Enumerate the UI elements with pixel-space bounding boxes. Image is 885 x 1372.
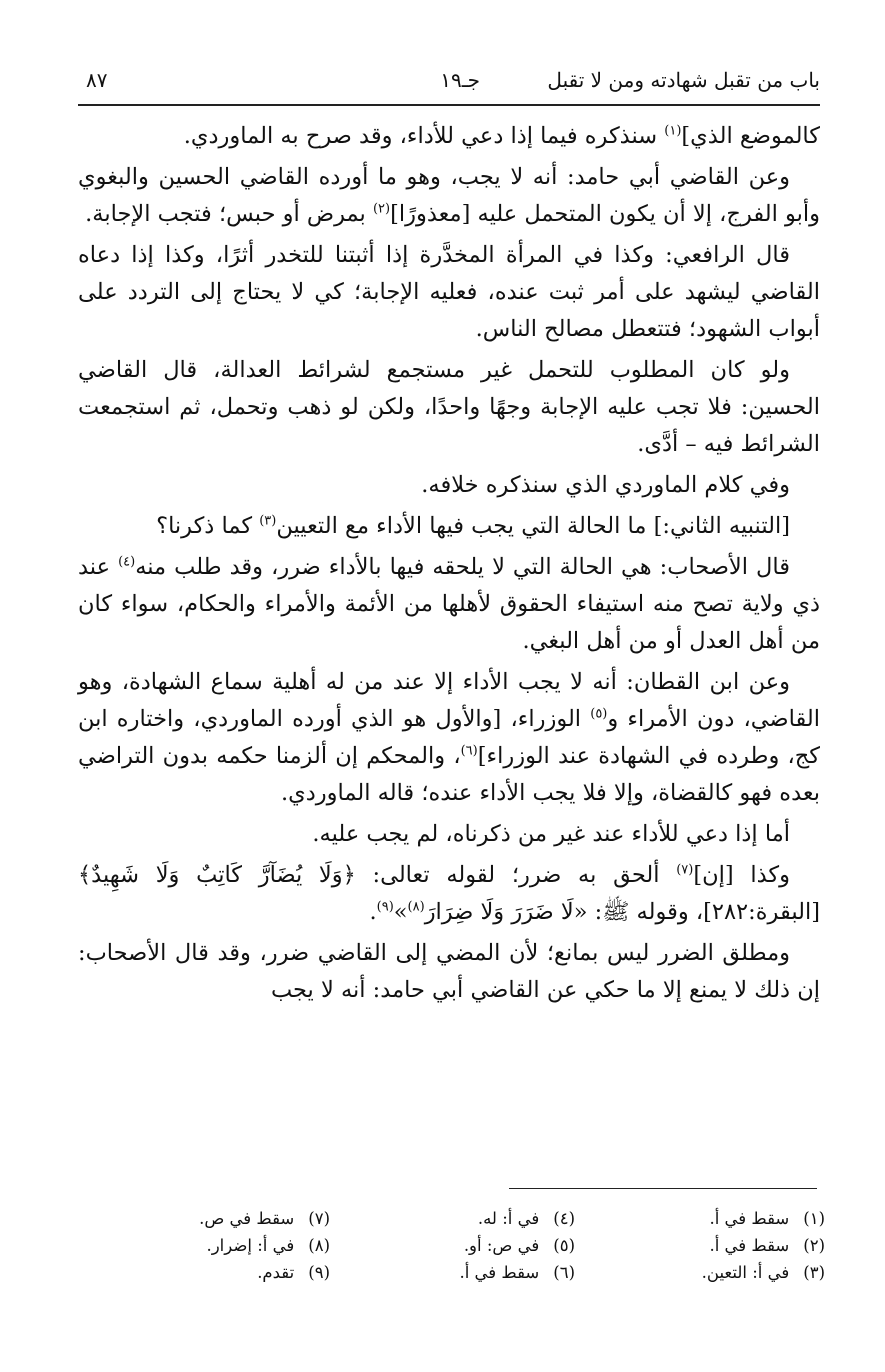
footnote-ref: (١) xyxy=(664,123,682,139)
footnote-divider xyxy=(509,1188,817,1189)
footnote-item: (٩)تقدم. xyxy=(257,1263,330,1282)
header-divider xyxy=(78,104,820,106)
footnote-ref: (٧) xyxy=(676,862,694,878)
paragraph-11: ومطلق الضرر ليس بمانع؛ لأن المضي إلى القاضي ضرر، وقد قال الأصحاب: إن ذلك لا يمنع إلا ما حكي عن القاضي أبي حامد: أنه لا يجب xyxy=(78,940,820,1003)
footnote-item: (٥)في ص: أو. xyxy=(463,1236,575,1255)
footnote-item: (١)سقط في أ. xyxy=(709,1209,825,1228)
paragraph-7: قال الأصحاب: هي الحالة التي لا يلحقه فيها بالأداء ضرر، وقد طلب منه$^{(٤)}$ عند ذي ولاية تصح منه استيفاء الحقوق لأهلها من الأئمة والأمراء والحكام، سواء كان من أهل العدل أو من أهل البغي. xyxy=(78,554,820,654)
paragraph-8: وعن ابن القطان: أنه لا يجب الأداء إلا عند من له أهلية سماع الشهادة، وهو القاضي، دون الأمراء و$^{(٥)}$ الوزراء، [والأول هو الذي أورده الماوردي، واختاره ابن كج، وطرده في الشهادة عند الوزراء]$^{(٦)}$، والمحكم إن ألزمنا حكمه بدون التراضي بعده فهو كالقضاة، وإلا فلا يجب الأداء عنده؛ قاله الماوردي. xyxy=(78,669,821,806)
main-text xyxy=(78,118,820,1013)
paragraph-6: [التنبيه الثاني:] ما الحالة التي يجب فيها الأداء مع التعيين$^{(٣)}$ كما ذكرنا؟ xyxy=(156,513,790,539)
footnote-ref: (٢) xyxy=(372,201,391,217)
volume-number: جـ١٩ xyxy=(440,68,480,92)
footnote-item: (٢)سقط في أ. xyxy=(709,1236,825,1255)
footnote-item: (٣)في أ: التعين. xyxy=(701,1263,825,1282)
footnote-item: (٧)سقط في ص. xyxy=(199,1209,330,1228)
footnote-ref: (٩) xyxy=(376,899,394,915)
footnote-ref: (٤) xyxy=(118,554,136,570)
paragraph-1: كالموضع الذي]$^{(١)}$ سنذكره فيما إذا دعي للأداء، وقد صرح به الماوردي. xyxy=(183,123,820,149)
page-number: ٨٧ xyxy=(86,68,108,92)
running-header xyxy=(78,62,820,102)
paragraph-4: ولو كان المطلوب للتحمل غير مستجمع لشرائط العدالة، قال القاضي الحسين: فلا تجب عليه الإجابة وجهًا واحدًا، ولكن لو ذهب وتحمل، ثم استجمعت الشرائط فيه – أدَّى. xyxy=(78,357,820,457)
footnotes xyxy=(90,1205,825,1286)
footnote-item: (٨)في أ: إضرار. xyxy=(206,1236,330,1255)
paragraph-9: أما إذا دعي للأداء عند غير من ذكرناه، لم يجب عليه. xyxy=(312,821,790,847)
footnote-ref: (٣) xyxy=(259,513,277,529)
footnote-ref: (٥) xyxy=(590,706,608,722)
footnote-ref: (٦) xyxy=(460,743,478,759)
paragraph-5: وفي كلام الماوردي الذي سنذكره خلافه. xyxy=(421,472,790,498)
footnote-item: (٦)سقط في أ. xyxy=(459,1263,575,1282)
paragraph-2: وعن القاضي أبي حامد: أنه لا يجب، وهو ما أورده القاضي الحسين والبغوي وأبو الفرج، إلا أن يكون المتحمل عليه [معذورًا]$^{(٢)}$ بمرض أو حبس؛ فتجب الإجابة. xyxy=(78,164,820,227)
paragraph-10: وكذا [إن]$^{(٧)}$ ألحق به ضرر؛ لقوله تعالى: ﴿وَلَا يُضَآرَّ كَاتِبٌ وَلَا شَهِيدٌ﴾ [البقرة:٢٨٢]، وقوله ﷺ: «لَا ضَرَرَ وَلَا ضِرَارَ$^{(٨)}$»$^{(٩)}$. xyxy=(78,862,820,925)
footnote-item: (٤)في أ: له. xyxy=(477,1209,575,1228)
chapter-title: باب من تقبل شهادته ومن لا تقبل xyxy=(547,68,820,92)
footnote-ref: (٨) xyxy=(407,899,425,915)
paragraph-3: قال الرافعي: وكذا في المرأة المخدَّرة إذا أثبتنا للتخدر أثرًا، وكذا إذا دعاه القاضي ليشهد على أمر ثبت عنده، فعليه الإجابة؛ كي لا يحتاج إلى التردد على أبواب الشهود؛ فتتعطل مصالح الناس. xyxy=(78,242,820,342)
